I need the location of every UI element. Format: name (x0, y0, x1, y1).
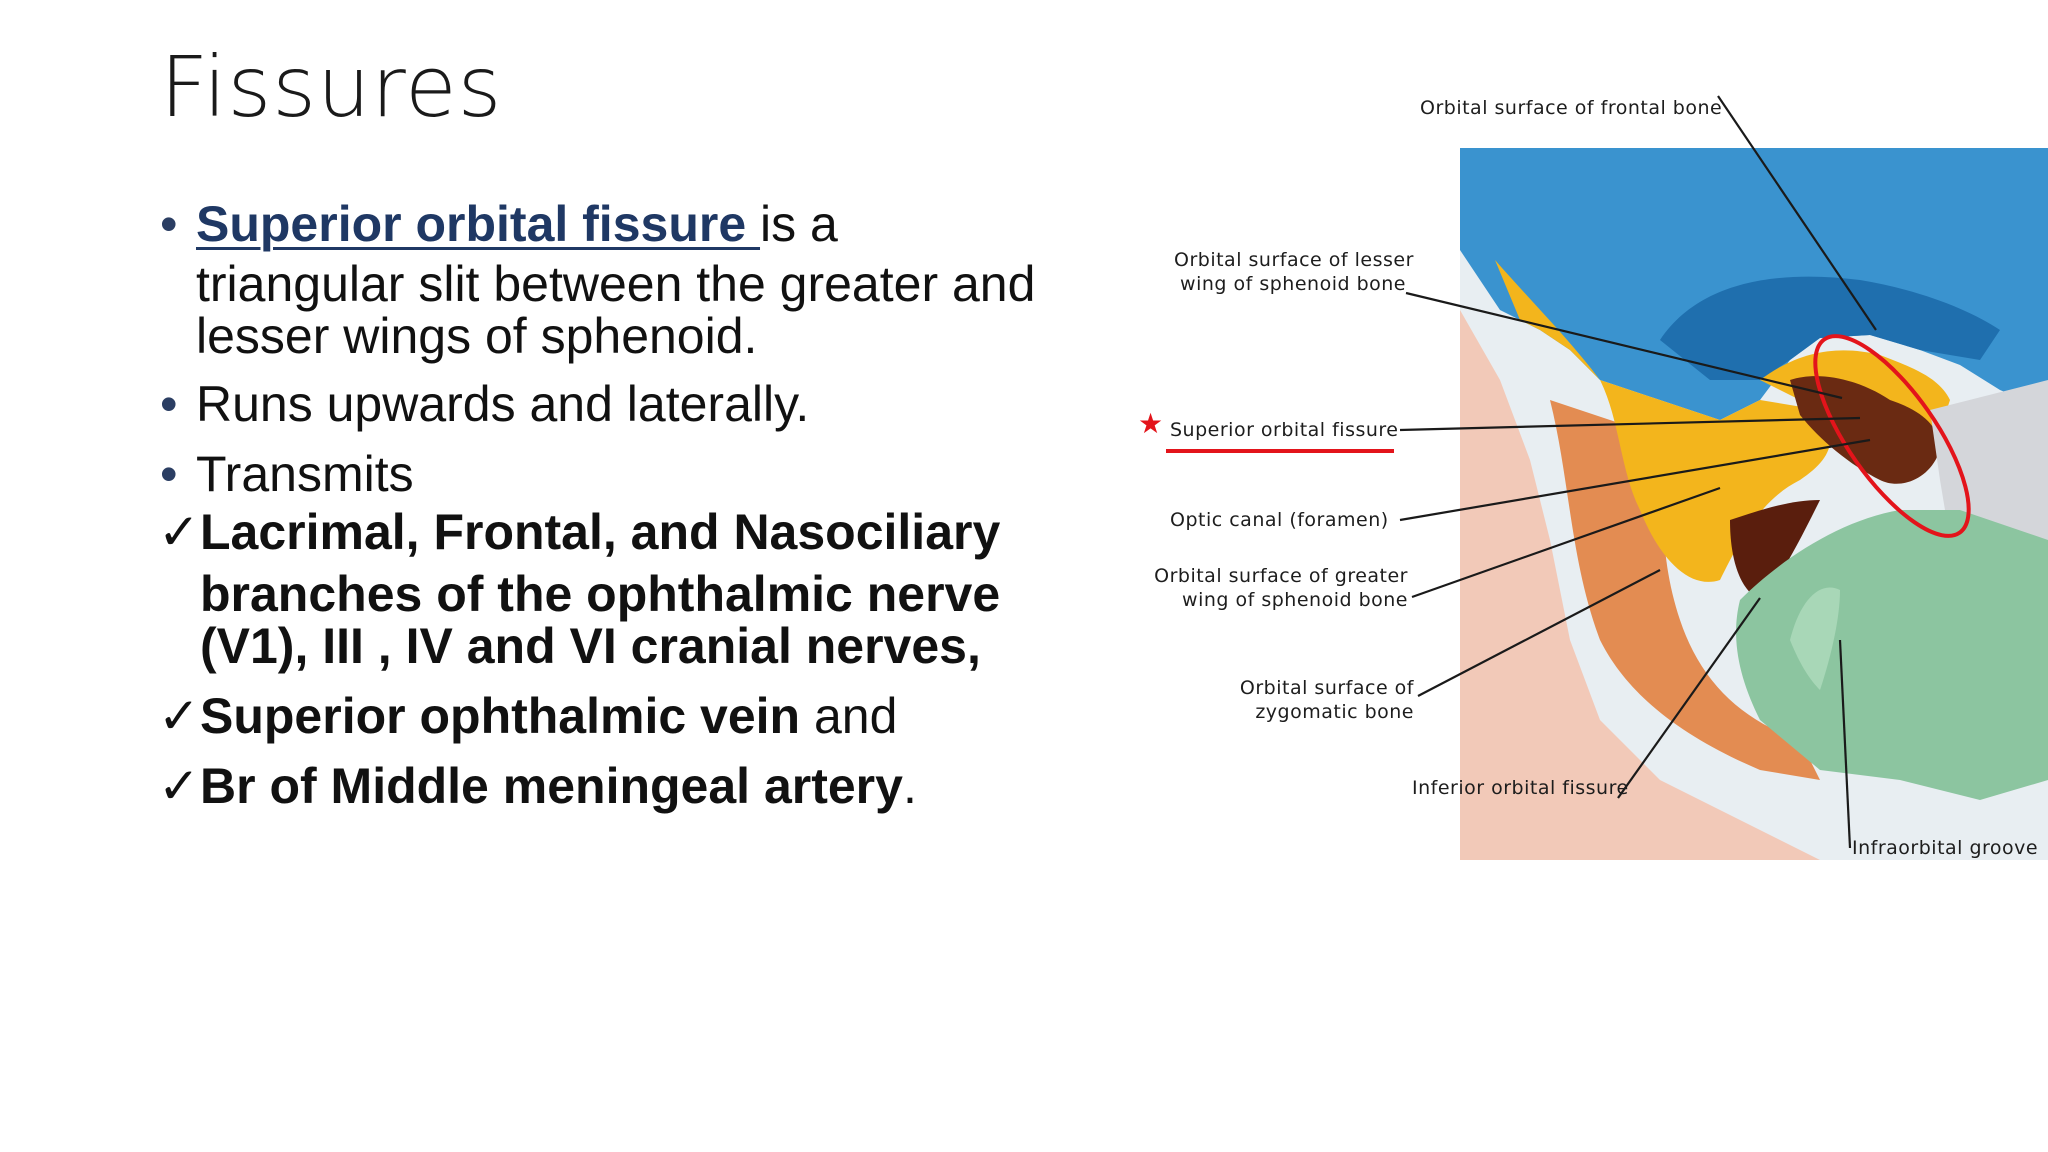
check-1-line-3: (V1), III , IV and VI cranial nerves, (200, 618, 981, 674)
bullet-3-text: Transmits (196, 446, 414, 502)
slide-title: Fissures (160, 38, 503, 136)
bullet-1-line-3: lesser wings of sphenoid. (196, 308, 758, 364)
bullet-icon: • (160, 446, 178, 502)
label-lesser-wing-1: Orbital surface of lesser (1174, 249, 1414, 271)
check-item-2 (160, 690, 1100, 742)
bullet-1-line-2: triangular slit between the greater and (196, 256, 1036, 312)
bullet-item-2 (160, 378, 1100, 430)
label-zygomatic-1: Orbital surface of (1239, 677, 1414, 699)
check-1-line-1: Lacrimal, Frontal, and Nasociliary (200, 504, 1001, 560)
label-infraorbital-groove: Infraorbital groove (1852, 837, 2039, 859)
check-item-1 (160, 506, 1100, 672)
superior-orbital-fissure-link[interactable]: Superior orbital fissure (196, 196, 761, 252)
check-3-bold: Br of Middle meningeal artery (200, 758, 903, 814)
label-inferior-orbital-fissure: Inferior orbital fissure (1412, 777, 1629, 799)
bullet-1-text: is a (760, 196, 838, 252)
label-superior-orbital-fissure: Superior orbital fissure (1170, 419, 1399, 441)
bullet-2-text: Runs upwards and laterally. (196, 376, 810, 432)
checkmark-icon: ✓ (158, 504, 200, 560)
label-greater-wing-1: Orbital surface of greater (1154, 565, 1408, 587)
bullet-icon: • (160, 376, 178, 432)
bullet-item-1 (160, 198, 1100, 362)
orbit-anatomy-figure (1100, 80, 2048, 960)
label-greater-wing-2: wing of sphenoid bone (1182, 589, 1408, 611)
check-1-line-2: branches of the ophthalmic nerve (200, 566, 1001, 622)
check-3-rest: . (902, 758, 917, 814)
label-orbital-surface-frontal: Orbital surface of frontal bone (1420, 97, 1723, 119)
bullet-icon: • (160, 196, 178, 252)
label-optic-canal: Optic canal (foramen) (1170, 509, 1389, 531)
checkmark-icon: ✓ (158, 758, 200, 814)
bullet-item-3 (160, 448, 1100, 500)
checkmark-icon: ✓ (158, 688, 200, 744)
check-2-rest: and (800, 688, 898, 744)
star-icon: ★ (1138, 408, 1164, 439)
check-item-3 (160, 760, 1100, 812)
bullet-list (160, 198, 1100, 812)
check-2-bold: Superior ophthalmic vein (200, 688, 801, 744)
label-lesser-wing-2: wing of sphenoid bone (1180, 273, 1406, 295)
label-zygomatic-2: zygomatic bone (1255, 701, 1414, 723)
sof-red-underline (1166, 449, 1394, 453)
